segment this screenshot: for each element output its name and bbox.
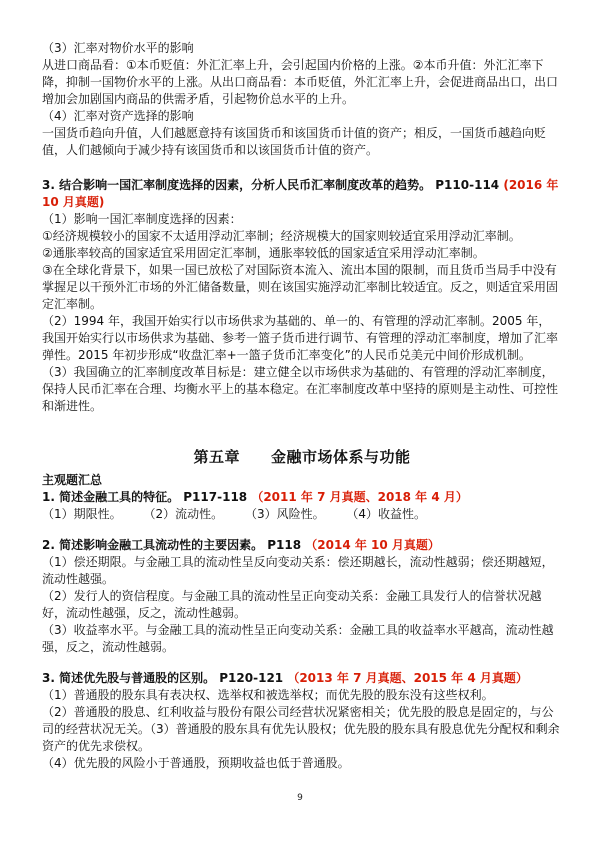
- list-item: （2）流动性。: [143, 507, 224, 521]
- q3-regime-para-4: ③在全球化背景下，如果一国已放松了对国际资本流入、流出本国的限制，而且货币当局手中没有掌握足以干预外汇市场的外汇储备数量，则在该国实施浮动汇率制比较适宜。反之，则适宜采用固定汇率制。: [42, 263, 559, 311]
- question-3-regime-title: 3. 结合影响一国汇率制度选择的因素，分析人民币汇率制度改革的趋势。 P110-114: [42, 178, 500, 192]
- chapter-title: 第五章 金融市场体系与功能: [193, 448, 411, 466]
- paragraph-exchange-rate-assets: 一国货币趋向升值，人们越愿意持有该国货币和该国货币计值的资产；相反，一国货币越趋向贬值，人们越倾向于减少持有该国货币和以该国货币计值的资产。: [42, 126, 547, 157]
- question-1-answer: [42, 506, 562, 523]
- question-3-regime: [42, 177, 562, 211]
- q3-shares-para-2: （2）普通股的股息、红利收益与股份有限公司经营状况紧密相关；优先股的股息是固定的，与公司的经营状况无关。（3）普通股的股东具有优先认股权；优先股的股东具有股息优先分配权和剩余资产的优先求偿权。: [42, 705, 560, 753]
- list-item: （4）收益性。: [346, 507, 427, 521]
- q2-para-3: （3）收益率水平。与金融工具的流动性呈正向变动关系：金融工具的收益率水平越高，流动性越强，反之，流动性越弱。: [42, 623, 554, 654]
- list-item: （3）风险性。: [244, 507, 325, 521]
- q3-shares-para-3: （4）优先股的风险小于普通股，预期收益也低于普通股。: [42, 756, 350, 770]
- q3-regime-para-1: （1）影响一国汇率制度选择的因素：: [42, 212, 242, 226]
- list-item: （1）期限性。: [42, 507, 122, 521]
- question-3-shares-tag: （2013 年 7 月真题、2015 年 4 月真题）: [287, 671, 528, 685]
- question-3-shares-title: 3. 简述优先股与普通股的区别。 P120-121: [42, 671, 284, 685]
- question-3-shares: [42, 670, 562, 687]
- question-2-tag: （2014 年 10 月真题）: [305, 538, 440, 552]
- q3-shares-para-1: （1）普通股的股东具有表决权、选举权和被选举权；而优先股的股东没有这些权利。: [42, 688, 494, 702]
- question-3-regime-tag: (2016 年 10 月真题): [42, 178, 559, 209]
- q3-regime-para-6: （3）我国确立的汇率制度改革目标是：建立健全以市场供求为基础的、有管理的浮动汇率制度，保持人民币汇率在合理、均衡水平上的基本稳定。在汇率制度改革中坚持的原则是主动性、可控性和渐进性。: [42, 365, 559, 413]
- chapter-subtitle: 主观题汇总: [42, 473, 103, 487]
- question-1-title: 1. 简述金融工具的特征。 P117-118: [42, 490, 248, 504]
- subheading-exchange-rate-assets: （4）汇率对资产选择的影响: [42, 109, 194, 123]
- question-2-title: 2. 简述影响金融工具流动性的主要因素。 P118: [42, 538, 302, 552]
- q2-para-1: （1）偿还期限。与金融工具的流动性呈反向变动关系：偿还期越长，流动性越弱；偿还期越短，流动性越强。: [42, 555, 554, 586]
- document-page: [42, 40, 562, 772]
- q2-para-2: （2）发行人的资信程度。与金融工具的流动性呈正向变动关系：金融工具发行人的信誉状况越好，流动性越强，反之，流动性越弱。: [42, 589, 542, 620]
- question-2: [42, 537, 562, 554]
- page-number: 9: [297, 793, 303, 803]
- question-1-tag: （2011 年 7 月真题、2018 年 4 月）: [251, 490, 468, 504]
- subheading-exchange-rate-prices: （3）汇率对物价水平的影响: [42, 41, 194, 55]
- q3-regime-para-2: ①经济规模较小的国家不太适用浮动汇率制；经济规模大的国家则较适宜采用浮动汇率制。: [42, 229, 521, 243]
- q3-regime-para-5: （2）1994 年，我国开始实行以市场供求为基础的、单一的、有管理的浮动汇率制。2005 年，我国开始实行以市场供求为基础、参考一篮子货币进行调节、有管理的浮动汇率制度，增加了汇率弹性。2015 年初步形成“收盘汇率+一篮子货币汇率变化”的人民币兑美元中间价形成机制。: [42, 314, 559, 362]
- paragraph-exchange-rate-prices: 从进口商品看：①本币贬值：外汇汇率上升，会引起国内价格的上涨。②本币升值：外汇汇率下降，抑制一国物价水平的上涨。从出口商品看：本币贬值，外汇汇率上升，会促进商品出口，出口增加会加剧国内商品的供需矛盾，引起物价总水平的上升。: [42, 58, 559, 106]
- question-1: [42, 489, 562, 506]
- q3-regime-para-3: ②通胀率较高的国家适宜采用固定汇率制，通胀率较低的国家适宜采用浮动汇率制。: [42, 246, 485, 260]
